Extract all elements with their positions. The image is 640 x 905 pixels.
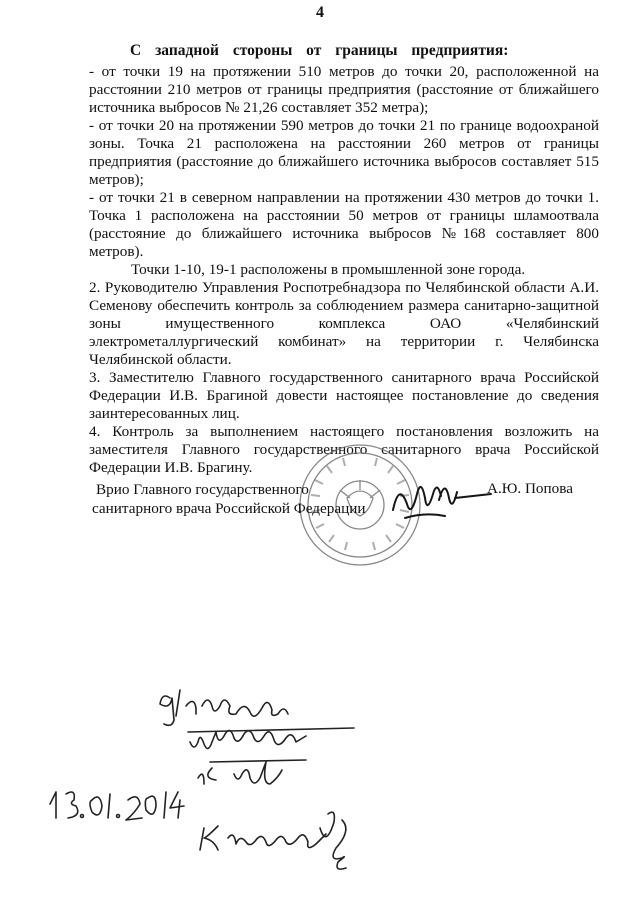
paragraph-item-4: 4. Контроль за выполнением настоящего постановления возложить на заместителя Главного государственного санитарного врача Российской Федерации И.В. Брагину. bbox=[89, 423, 599, 476]
section-heading: С западной стороны от границы предприятия: bbox=[130, 42, 509, 59]
paragraph-point-20: - от точки 20 на протяжении 590 метров до точки 21 по границе водоохраной зоны. Точка 21 расположена на расстоянии 260 метров от границы предприятия (расстояние до ближайшего источника выбросов составляет 515 метров); bbox=[89, 117, 599, 188]
signatory-title-line2: санитарного врача Российской Федерации bbox=[92, 500, 366, 517]
signatory-name: А.Ю. Попова bbox=[487, 480, 573, 497]
paragraph-item-3: 3. Заместителю Главного государственного санитарного врача Российской Федерации И.В. Брагиной довести настоящее постановление до сведения заинтересованных лиц. bbox=[89, 369, 599, 422]
document-body bbox=[89, 63, 599, 477]
paragraph-point-21: - от точки 21 в северном направлении на протяжении 430 метров до точки 1. Точка 1 расположена на расстоянии 50 метров от границы шламоотвала (расстояние до ближайшего источника выбросов №168 составляет 800 метров). bbox=[89, 189, 599, 260]
page-number: 4 bbox=[316, 4, 324, 21]
handwritten-resolution bbox=[20, 670, 400, 870]
paragraph-item-2: 2. Руководителю Управления Роспотребнадзора по Челябинской области А.И. Семенову обеспечить контроль за соблюдением размера санитарно-защитной зоны имущественного комплекса ОАО «Челябинский электрометаллургический комбинат» на территории г. Челябинска Челябинской области. bbox=[89, 279, 599, 368]
paragraph-industrial-zone: Точки 1-10, 19-1 расположены в промышленной зоне города. bbox=[131, 261, 526, 278]
paragraph-point-19: - от точки 19 на протяжении 510 метров до точки 20, расположенной на расстоянии 210 метров от границы предприятия (расстояние от ближайшего источника выбросов № 21,26 составляет 352 метра); bbox=[89, 63, 599, 116]
signature bbox=[385, 470, 495, 530]
signatory-title-line1: Врио Главного государственного bbox=[96, 481, 309, 498]
signatory-title bbox=[92, 480, 366, 518]
